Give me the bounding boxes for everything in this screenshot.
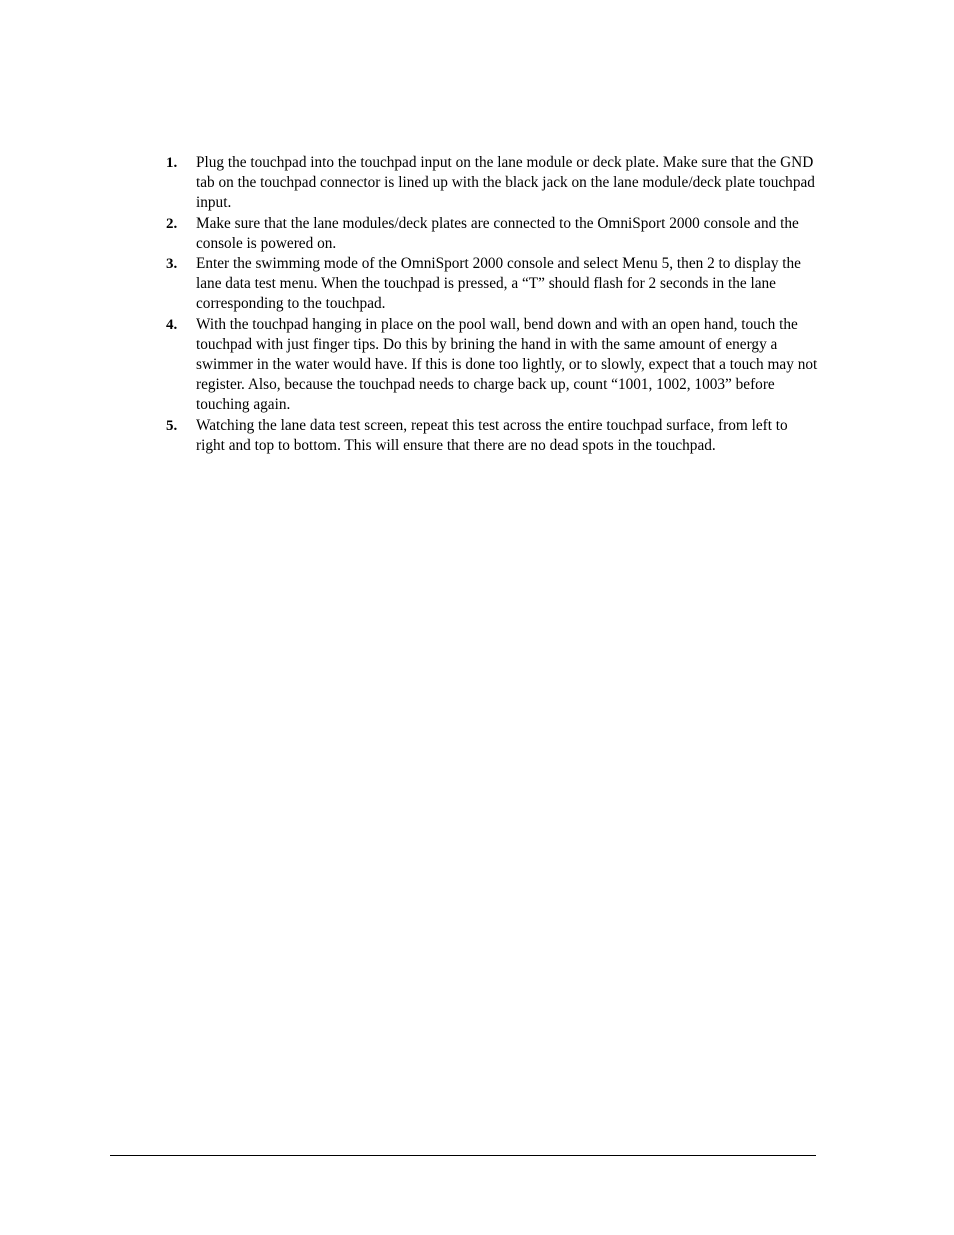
- step-item: [166, 315, 818, 416]
- step-text: With the touchpad hanging in place on the pool wall, bend down and with an open hand, touch the touchpad with just finger tips. Do this by brining the hand in with the same amount of energy a swimmer in the water would have. If this is done too lightly, or to slowly, expect that a touch may not register. Also, because the touchpad needs to charge back up, count “1001, 1002, 1003” before touching again.: [196, 315, 818, 414]
- footer-divider: [110, 1155, 816, 1156]
- step-item: [166, 416, 818, 456]
- step-number: 2.: [166, 215, 178, 232]
- step-item: [166, 214, 818, 254]
- step-item: [166, 254, 818, 315]
- step-text: Enter the swimming mode of the OmniSport 2000 console and select Menu 5, then 2 to display the lane data test menu. When the touchpad is pressed, a “T” should flash for 2 seconds in the lane corresponding to the touchpad.: [196, 255, 801, 313]
- step-text: Make sure that the lane modules/deck plates are connected to the OmniSport 2000 console and the console is powered on.: [196, 214, 799, 252]
- procedure-steps-list: [166, 153, 818, 456]
- step-item: [166, 153, 818, 214]
- step-text: Plug the touchpad into the touchpad input on the lane module or deck plate. Make sure that the GND tab on the touchpad connector is lined up with the black jack on the lane module/deck plate touchpad input.: [196, 154, 815, 212]
- step-number: 1.: [166, 155, 178, 171]
- step-text: Watching the lane data test screen, repeat this test across the entire touchpad surface, from left to right and top to bottom. This will ensure that there are no dead spots in the touchpad.: [196, 416, 788, 454]
- step-number: 3.: [166, 256, 178, 273]
- step-number: 4.: [166, 316, 178, 333]
- step-number: 5.: [166, 417, 178, 434]
